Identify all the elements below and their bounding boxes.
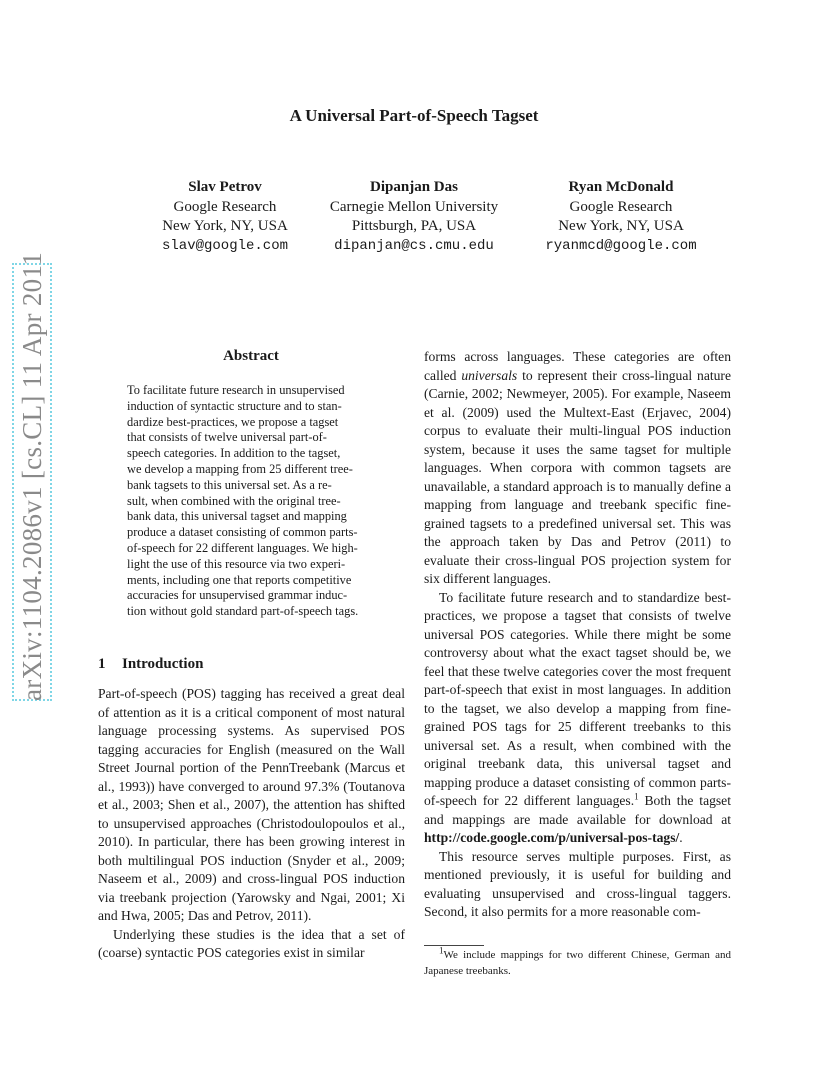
footnote-number: 1 (439, 945, 444, 956)
author-location: New York, NY, USA (558, 218, 684, 234)
abstract-line: bank data, this universal tagset and mapping (127, 509, 347, 524)
paragraph-text: To facilitate future research and to standardize best-practices, we propose a tagset that consists of twelve universal POS categories. While there might be some controversy about what the exact tagset should be, we feel that these twelve categories cover the most frequent part-of-speech that exist in most languages. In addition to the tagset, we also develop a mapping from fine-grained POS tags for 25 different treebanks to this universal set. As a result, when combined with the original treebank data, this universal tagset and mapping produce a dataset consisting of common parts-of-speech for 22 different languages. (424, 589, 731, 808)
paper-title: A Universal Part-of-Speech Tagset (289, 106, 539, 125)
abstract-line: bank tagsets to this universal set. As a re- (127, 477, 332, 492)
abstract-line: induction of syntactic structure and to stan- (127, 398, 342, 413)
author-name: Dipanjan Das (370, 179, 458, 195)
paragraph-text: Both the tagset and mappings are made available for download at (424, 793, 731, 827)
paragraph: Underlying these studies is the idea that a set of (coarse) syntactic POS categories exist in similar (98, 926, 405, 960)
author-email: ryanmcd@google.com (545, 237, 697, 254)
abstract-line: sult, when combined with the original tree- (127, 493, 341, 508)
abstract-line: tion without gold standard part-of-speech tags. (127, 604, 359, 619)
abstract-line: produce a dataset consisting of common parts- (127, 525, 358, 540)
footnote-rule (424, 945, 484, 946)
abstract-line: accuracies for unsupervised grammar induc- (127, 588, 348, 603)
abstract-line: that consists of twelve universal part-of- (127, 430, 327, 445)
emphasis-universals: universals (461, 367, 518, 383)
author-affiliation: Carnegie Mellon University (329, 198, 499, 215)
paragraph: This resource serves multiple purposes. First, as mentioned previously, it is useful for building and evaluating unsupervised and cross-lingual taggers. Second, it also permits for a more reasonable com- (424, 848, 731, 919)
paragraph: Part-of-speech (POS) tagging has received a great deal of attention as it is a critical component of most natural language processing systems. As supervised POS tagging accuracies for English (measured on the Wall Street Journal portion of the PennTreebank (Marcus et al., 1993)) have converged to around 97.3% (Toutanova et al., 2003; Shen et al., 2007), the attention has shifted to unsupervised approaches (Christodoulopoulos et al., 2010). In particular, there has been growing interest in both multilingual POS induction (Snyder et al., 2009; Naseem et al., 2009) and cross-lingual POS induction via treebank projection (Yarowsky and Ngai, 2001; Xi and Hwa, 2005; Das and Petrov, 2011). (98, 686, 405, 923)
section-number: 1 (98, 656, 106, 672)
author-affiliation: Google Research (173, 198, 277, 215)
abstract-heading: Abstract (223, 348, 279, 364)
paragraph-text: . (679, 830, 683, 845)
author-email: dipanjan@cs.cmu.edu (334, 237, 494, 254)
arxiv-stamp-text: arXiv:1104.2086v1 [cs.CL] 11 Apr 2011 (17, 251, 47, 701)
arxiv-stamp (12, 251, 52, 701)
abstract-line: of-speech for 22 different languages. We high- (127, 540, 358, 555)
footnote-mark[interactable]: 1 (634, 791, 639, 802)
author-name: Slav Petrov (188, 179, 262, 195)
paragraph-text: forms across languages. These categories are often called (424, 349, 731, 383)
author-affiliation: Google Research (569, 198, 673, 215)
left-column-body (98, 685, 405, 963)
author-location: New York, NY, USA (162, 218, 288, 234)
author-location: Pittsburgh, PA, USA (351, 218, 477, 234)
abstract-line: ments, including one that reports competitive (127, 572, 352, 587)
abstract-line: To facilitate future research in unsupervised (127, 383, 345, 397)
download-url-link[interactable]: http://code.google.com/p/universal-pos-tags/ (424, 830, 680, 845)
author-block-2 (300, 178, 528, 256)
abstract-line: speech categories. In addition to the tagset, (127, 446, 341, 461)
abstract-body (127, 383, 375, 620)
paragraph (424, 589, 731, 848)
footnote-text: We include mappings for two different Chinese, German and Japanese treebanks. (424, 949, 731, 977)
abstract-line: we develop a mapping from 25 different tree- (127, 461, 353, 476)
footnote (424, 945, 731, 979)
section-heading (98, 656, 203, 673)
abstract-line: light the use of this resource via two experi- (127, 556, 346, 571)
paragraph (424, 348, 731, 589)
right-column-body (424, 348, 731, 922)
author-block-3 (508, 178, 734, 256)
author-name: Ryan McDonald (568, 179, 674, 195)
paragraph-text: to represent their cross-lingual nature (Carnie, 2002; Newmeyer, 2005). For example, Naseem et al. (2009) used the Multext-East (Erjavec, 2004) corpus to evaluate their multi-lingual POS induction system, because it uses the same tagset for multiple languages. When corpora with common tagsets are unavailable, a standard approach is to manually define a mapping from language and treebank specific fine-grained tagsets to a predefined universal set. This was the approach taken by Das and Petrov (2011) to evaluate their cross-lingual POS projection system for six different languages. (424, 367, 731, 586)
section-title: Introduction (122, 656, 204, 672)
abstract-line: dardize best-practices, we propose a tagset (127, 414, 339, 429)
author-email: slav@google.com (161, 237, 289, 254)
